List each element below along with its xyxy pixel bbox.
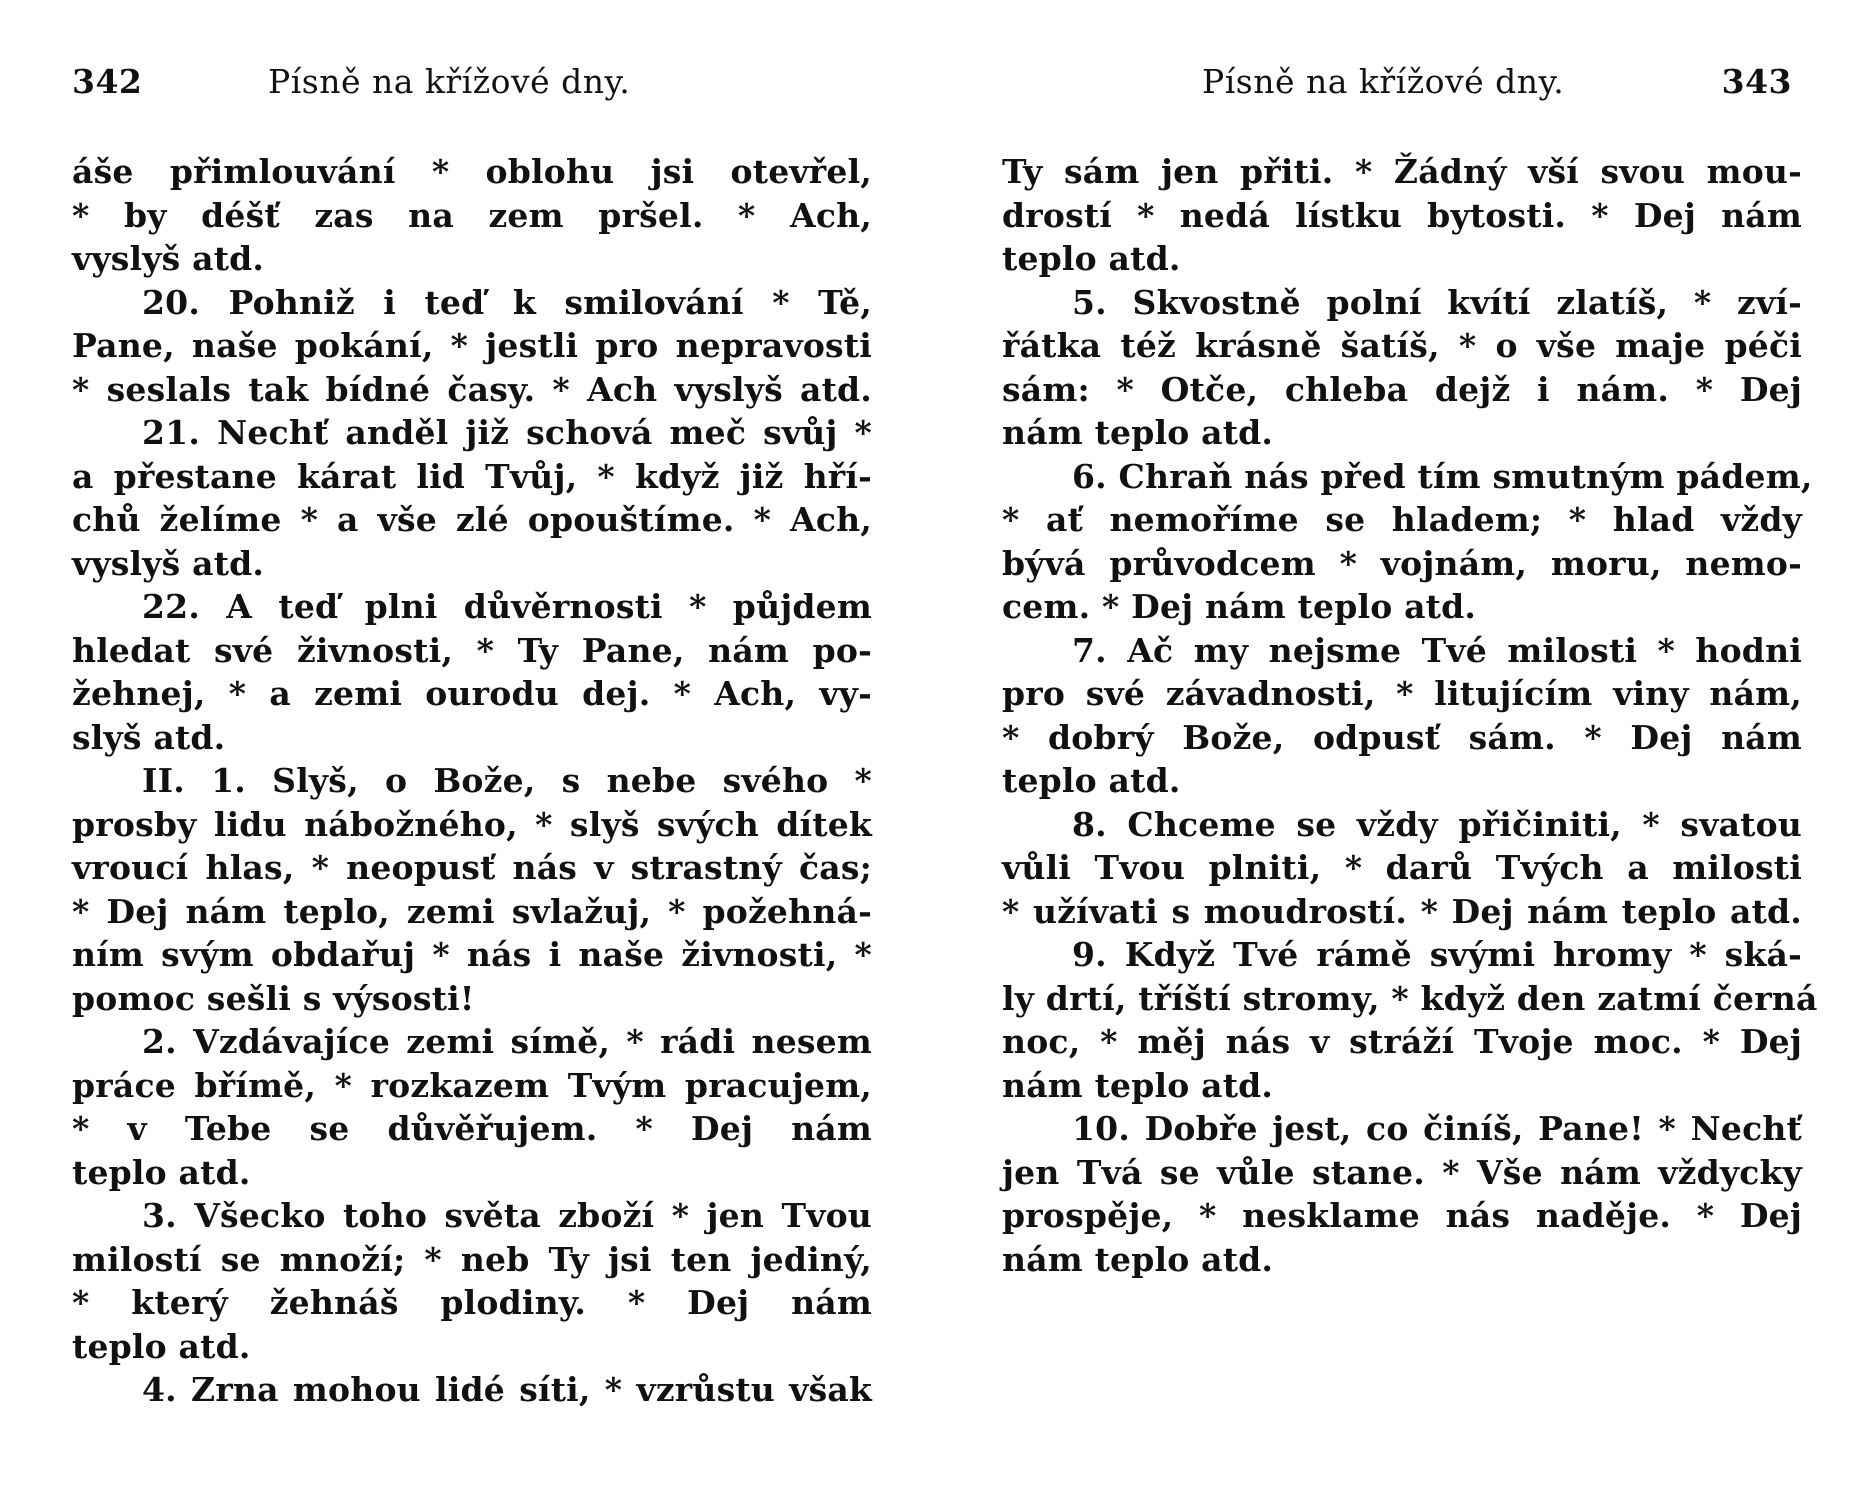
text-line: * který žehnáš plodiny. * Dej nám <box>72 1283 872 1322</box>
text-line: * v Tebe se důvěřujem. * Dej nám <box>72 1109 872 1148</box>
text-line: II. 1. Slyš, o Bože, s nebe svého * <box>142 761 872 800</box>
running-title: Písně na křížové dny. <box>268 62 631 101</box>
text-line: 8. Chceme se vždy přičiniti, * svatou <box>1072 804 1802 844</box>
text-line: nám teplo atd. <box>1002 1065 1274 1105</box>
text-line: vyslyš atd. <box>72 543 265 583</box>
text-line: 9. Když Tvé rámě svými hromy * ská- <box>1072 935 1802 974</box>
text-line: ním svým obdařuj * nás i naše živnosti, * <box>72 935 872 974</box>
text-line: nám teplo atd. <box>1002 413 1274 452</box>
text-line: 5. Skvostně polní kvítí zlatíš, * zví- <box>1072 282 1802 322</box>
text-line: vyslyš atd. <box>72 239 265 278</box>
right-page-text <box>1002 150 1818 1281</box>
running-title: Písně na křížové dny. <box>1202 62 1565 101</box>
text-line: 7. Ač my nejsme Tvé milosti * hodni <box>1072 630 1802 670</box>
text-line: áše přimlouvání * oblohu jsi otevřel, <box>72 152 872 191</box>
text-line: * užívati s moudrostí. * Dej nám teplo atd. <box>1002 891 1802 931</box>
text-line: nám teplo atd. <box>1002 1239 1274 1279</box>
text-line: teplo atd. <box>1002 239 1181 278</box>
page-number: 342 <box>72 62 143 101</box>
text-line: prosby lidu nábožného, * slyš svých dítek <box>72 804 872 844</box>
left-page-header <box>72 62 872 102</box>
text-line: Pane, naše pokání, * jestli pro nepravosti <box>72 326 872 365</box>
text-line: 6. Chraň nás před tím smutným pádem, <box>1072 456 1813 496</box>
text-line: vůli Tvou plniti, * darů Tvých a milosti <box>1002 848 1802 887</box>
text-line: slyš atd. <box>72 717 226 757</box>
text-line: noc, * měj nás v stráží Tvoje moc. * Dej <box>1002 1022 1802 1061</box>
text-line: 10. Dobře jest, co činíš, Pane! * Nechť <box>1072 1109 1802 1148</box>
text-line: 2. Vzdávajíce zemi símě, * rádi nesem <box>142 1022 872 1061</box>
left-page-text <box>72 150 872 1412</box>
text-line: teplo atd. <box>72 1326 251 1366</box>
text-line: sám: * Otče, chleba dejž i nám. * Dej <box>1002 369 1802 409</box>
text-line: řátka též krásně šatíš, * o vše maje péči <box>1002 326 1802 365</box>
text-line: cem. * Dej nám teplo atd. <box>1002 587 1477 626</box>
text-line: ly drtí, tříští stromy, * když den zatmí černá <box>1002 978 1818 1018</box>
text-line: drostí * nedá lístku bytosti. * Dej nám <box>1002 195 1802 235</box>
text-line: chů želíme * a vše zlé opouštíme. * Ach, <box>72 500 872 539</box>
text-line: 22. A teď plni důvěrnosti * půjdem <box>142 587 872 626</box>
page-number: 343 <box>1721 62 1792 101</box>
text-line: jen Tvá se vůle stane. * Vše nám vždycky <box>1002 1152 1802 1192</box>
text-line: pomoc sešli s výsosti! <box>72 978 475 1018</box>
text-line: * by déšť zas na zem pršel. * Ach, <box>72 195 872 235</box>
text-line: hledat své živnosti, * Ty Pane, nám po- <box>72 630 872 670</box>
right-page-header <box>1002 62 1802 102</box>
text-line: 4. Zrna mohou lidé síti, * vzrůstu však <box>142 1370 872 1409</box>
text-line: Ty sám jen přiti. * Žádný vší svou mou- <box>1002 152 1802 191</box>
text-line: teplo atd. <box>1002 761 1181 800</box>
text-line: 3. Všecko toho světa zboží * jen Tvou <box>142 1196 872 1235</box>
text-line: * dobrý Bože, odpusť sám. * Dej nám <box>1002 717 1802 757</box>
text-line: vroucí hlas, * neopusť nás v strastný čas; <box>72 848 872 887</box>
text-line: a přestane kárat lid Tvůj, * když již hří- <box>72 456 872 496</box>
text-line: teplo atd. <box>72 1152 251 1192</box>
text-line: bývá průvodcem * vojnám, moru, nemo- <box>1002 543 1802 583</box>
text-line: pro své závadnosti, * litujícím viny nám, <box>1002 674 1802 713</box>
text-line: žehnej, * a zemi ourodu dej. * Ach, vy- <box>72 674 872 713</box>
text-line: * seslals tak bídné časy. * Ach vyslyš atd. <box>72 369 872 409</box>
text-line: prospěje, * nesklame nás naděje. * Dej <box>1002 1196 1802 1235</box>
text-line: práce břímě, * rozkazem Tvým pracujem, <box>72 1065 872 1105</box>
text-line: 20. Pohniž i teď k smilování * Tě, <box>142 282 872 322</box>
text-line: 21. Nechť anděl již schová meč svůj * <box>142 413 872 452</box>
text-line: milostí se množí; * neb Ty jsi ten jediný, <box>72 1239 872 1279</box>
text-line: * Dej nám teplo, zemi svlažuj, * požehná- <box>72 891 872 931</box>
text-line: * ať nemoříme se hladem; * hlad vždy <box>1002 500 1802 539</box>
